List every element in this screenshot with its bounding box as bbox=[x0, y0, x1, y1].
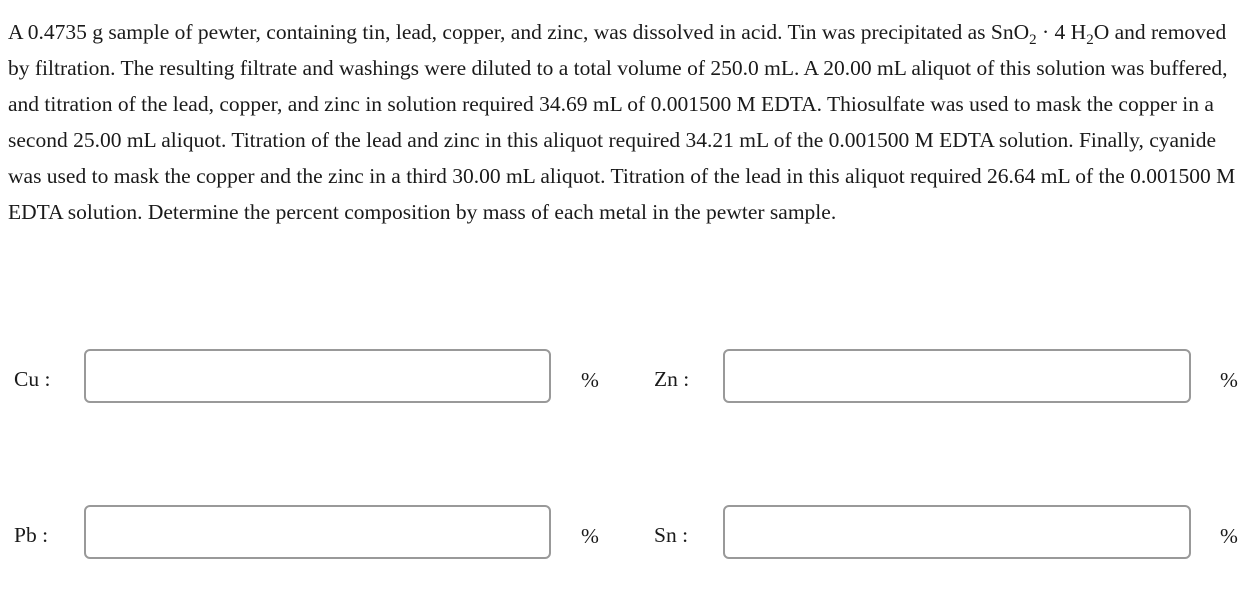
zn-percent-unit: % bbox=[1220, 368, 1238, 392]
formula-part-sno: SnO bbox=[990, 20, 1030, 44]
zn-percent-input[interactable] bbox=[723, 349, 1191, 403]
problem-text-rest: and removed by filtration. The resulting filtrate and washings were diluted to a total volume of 250.0 mL. A 20.00 mL aliquot of this solution was buffered, and titration of the lead, copper, and zinc in solution required 34.69 mL of 0.001500 M EDTA. Thiosulfate was used to mask the copper in a second 25.00 mL aliquot. Titration of the lead and zinc in this aliquot required 34.21 mL of the 0.001500 M EDTA solution. Finally, cyanide was used to mask the copper and the zinc in a third 30.00 mL aliquot. Titration of the lead in this aliquot required 26.64 mL of the 0.001500 M EDTA solution. Determine the percent composition by mass of each metal in the pewter sample. bbox=[8, 20, 1236, 224]
sn-label: Sn : bbox=[654, 523, 689, 547]
problem-text-intro: A 0.4735 g sample of pewter, containing tin, lead, copper, and zinc, was dissolved in acid. Tin was precipitated as bbox=[8, 20, 991, 44]
formula-subscript-hydrogen: 2 bbox=[1086, 32, 1094, 48]
pb-label: Pb : bbox=[14, 523, 49, 547]
cu-percent-unit: % bbox=[581, 368, 599, 392]
problem-statement bbox=[8, 14, 1248, 230]
formula-part-o: O bbox=[1093, 20, 1110, 44]
answer-row-cu-zn bbox=[0, 349, 1252, 409]
formula-dot-water: · 4 H bbox=[1036, 20, 1087, 44]
sn-percent-unit: % bbox=[1220, 524, 1238, 548]
cu-label: Cu : bbox=[14, 367, 51, 391]
pb-percent-unit: % bbox=[581, 524, 599, 548]
tin-oxide-hydrate-formula bbox=[990, 20, 1110, 48]
sn-percent-input[interactable] bbox=[723, 505, 1191, 559]
pb-percent-input[interactable] bbox=[84, 505, 551, 559]
cu-percent-input[interactable] bbox=[84, 349, 551, 403]
zn-label: Zn : bbox=[654, 367, 690, 391]
formula-subscript-oxygen: 2 bbox=[1029, 32, 1037, 48]
answer-row-pb-sn bbox=[0, 505, 1252, 565]
